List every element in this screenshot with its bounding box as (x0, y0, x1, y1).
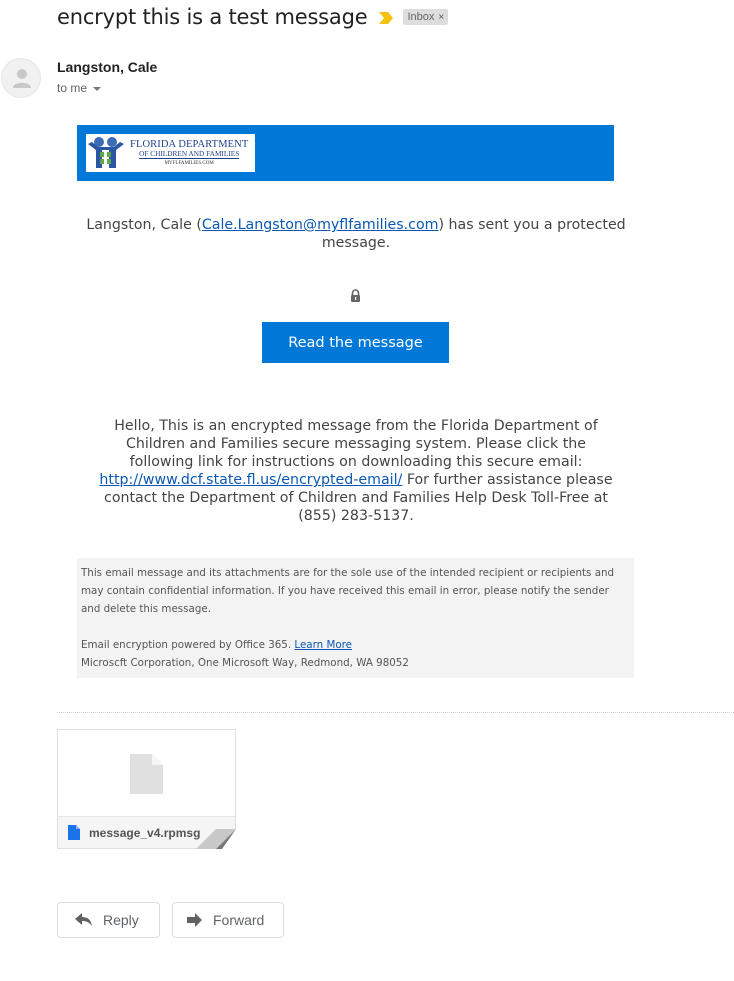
notice-prefix: Langston, Cale ( (86, 217, 202, 233)
forward-label: Forward (213, 912, 265, 928)
confidentiality-notice: This email message and its attachments are for the sole use of the intended recipient or recipients and may contain confidential information. If you have received this email in error, please notify the sender and delete this message. (81, 567, 615, 615)
logo-line-1: FLORIDA DEPARTMENT (130, 138, 249, 150)
importance-marker-icon[interactable] (379, 11, 393, 23)
remove-label-icon[interactable]: × (438, 11, 445, 23)
instructions-text: Hello, This is an encrypted message from the Florida Department of Children and Families secure messaging system. Please click the following link for instructions on downloading this secure email: (114, 418, 598, 470)
lock-icon (349, 289, 362, 302)
sender-name[interactable]: Langston, Cale (57, 59, 158, 75)
family-logo-icon (88, 136, 126, 170)
inbox-label-chip (403, 9, 448, 25)
attachment-preview (58, 730, 235, 818)
learn-more-link[interactable]: Learn More (294, 639, 352, 651)
forward-button[interactable] (172, 902, 284, 938)
notice-suffix: ) has sent you a protected message. (321, 217, 626, 251)
reply-button[interactable] (57, 902, 160, 938)
read-message-button[interactable]: Read the message (262, 322, 449, 363)
instructions-link[interactable]: http://www.dcf.state.fl.us/encrypted-email/ (99, 472, 403, 488)
assistance-text: For further assistance please contact the Department of Children and Families Help Desk Toll-Free at (855) 283-5137. (104, 472, 613, 524)
chevron-down-icon[interactable] (93, 87, 101, 91)
label-chip-text: Inbox (407, 11, 435, 23)
logo-line-3: MYFLFAMILIES.COM (164, 161, 214, 167)
instructions-paragraph (92, 417, 620, 525)
logo-text (130, 140, 248, 167)
attachments-divider (57, 712, 734, 713)
reply-label: Reply (103, 912, 139, 928)
sender-email-link[interactable]: Cale.Langston@myflfamilies.com (201, 217, 439, 233)
dcf-banner (77, 125, 614, 181)
avatar (1, 58, 41, 98)
recipient-details-toggle[interactable] (57, 81, 101, 95)
generic-file-icon (130, 754, 163, 794)
attachment-card[interactable] (57, 729, 236, 849)
page-fold-corner-icon (196, 829, 236, 849)
reply-icon (75, 913, 93, 927)
protected-message-notice (80, 216, 632, 252)
forward-icon (187, 913, 203, 927)
person-icon (2, 59, 41, 98)
disclaimer-box (77, 558, 634, 678)
powered-by-text: Email encryption powered by Office 365. (81, 639, 295, 651)
attachment-filename: message_v4.rpmsg (89, 825, 201, 840)
file-icon (68, 825, 80, 840)
logo-line-2: OF CHILDREN AND FAMILIES (139, 149, 240, 159)
dcf-logo (86, 134, 255, 172)
encryption-powered-by (81, 636, 630, 654)
recipient-label: to me (57, 81, 88, 95)
microsoft-address: Microscft Corporation, One Microsoft Way, Redmond, WA 98052 (81, 657, 409, 669)
email-subject: encrypt this is a test message (57, 5, 368, 29)
subject-row (57, 2, 448, 32)
